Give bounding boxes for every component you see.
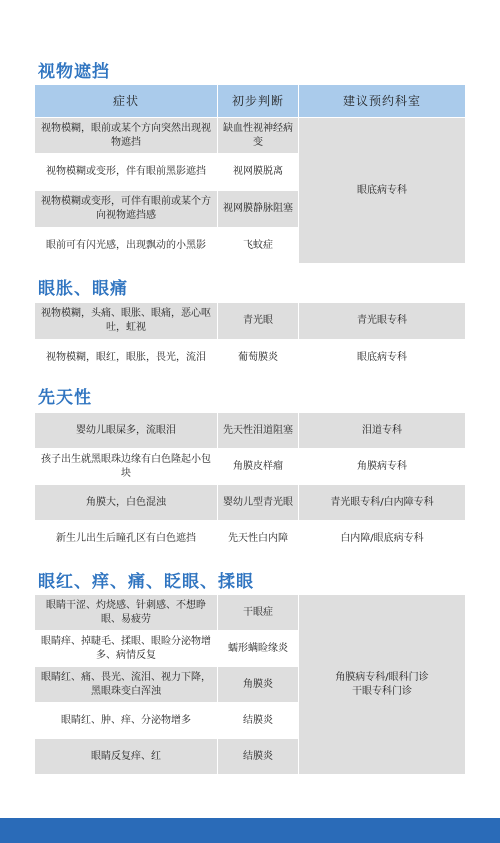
symptom-cell: 视物模糊或变形，可伴有眼前或某个方向视物遮挡感 xyxy=(35,191,218,228)
symptom-cell: 孩子出生就黑眼珠边缘有白色隆起小包块 xyxy=(35,449,218,485)
section-title-occlusion: 视物遮挡 xyxy=(38,62,110,82)
occlusion-table xyxy=(35,85,466,264)
section-title-congenital: 先天性 xyxy=(38,388,92,408)
congenital-table xyxy=(35,413,466,557)
header-department: 建议预约科室 xyxy=(299,85,466,118)
judgment-cell: 视网膜脱离 xyxy=(218,154,299,191)
symptom-cell: 婴幼儿眼屎多，流眼泪 xyxy=(35,413,218,449)
symptom-cell: 视物模糊或变形，伴有眼前黑影遮挡 xyxy=(35,154,218,191)
department-cell: 角膜病专科 xyxy=(299,449,466,485)
department-cell: 眼底病专科 xyxy=(299,340,466,376)
section-title-red-itchy: 眼红、痒、痛、眨眼、揉眼 xyxy=(38,572,254,592)
judgment-cell: 婴幼儿型青光眼 xyxy=(218,485,299,521)
department-cell: 青光眼专科 xyxy=(299,303,466,340)
judgment-cell: 蠕形螨睑缘炎 xyxy=(218,631,299,667)
department-cell: 泪道专科 xyxy=(299,413,466,449)
symptom-cell: 眼睛反复痒、红 xyxy=(35,739,218,775)
symptom-cell: 视物模糊，眼红，眼胀，畏光，流泪 xyxy=(35,340,218,376)
judgment-cell: 角膜皮样瘤 xyxy=(218,449,299,485)
judgment-cell: 青光眼 xyxy=(218,303,299,340)
department-cell: 青光眼专科/白内障专科 xyxy=(299,485,466,521)
judgment-cell: 角膜炎 xyxy=(218,667,299,703)
symptom-cell: 眼睛红、肿、痒、分泌物增多 xyxy=(35,703,218,739)
judgment-cell: 干眼症 xyxy=(218,595,299,631)
eye-pain-table xyxy=(35,303,466,376)
red-itchy-table xyxy=(35,595,466,775)
judgment-cell: 缺血性视神经病变 xyxy=(218,118,299,154)
department-cell: 白内障/眼底病专科 xyxy=(299,521,466,557)
header-symptom: 症状 xyxy=(35,85,218,118)
symptom-cell: 视物模糊，头痛、眼胀、眼痛，恶心呕吐，虹视 xyxy=(35,303,218,340)
table-row xyxy=(35,521,466,557)
table-row xyxy=(35,485,466,521)
table-row xyxy=(35,118,466,154)
department-cell-merged: 眼底病专科 xyxy=(299,118,466,264)
table-row xyxy=(35,303,466,340)
judgment-cell: 视网膜静脉阻塞 xyxy=(218,191,299,228)
judgment-cell: 葡萄膜炎 xyxy=(218,340,299,376)
table-header-row xyxy=(35,85,466,118)
department-cell-merged xyxy=(299,595,466,775)
symptom-cell: 视物模糊，眼前或某个方向突然出现视物遮挡 xyxy=(35,118,218,154)
symptom-cell: 新生儿出生后瞳孔区有白色遮挡 xyxy=(35,521,218,557)
judgment-cell: 先天性泪道阻塞 xyxy=(218,413,299,449)
section-title-eye-pain: 眼胀、眼痛 xyxy=(38,279,128,299)
judgment-cell: 结膜炎 xyxy=(218,703,299,739)
judgment-cell: 先天性白内障 xyxy=(218,521,299,557)
table-row xyxy=(35,413,466,449)
table-row xyxy=(35,595,466,631)
department-line: 角膜病专科/眼科门诊 xyxy=(335,671,429,683)
symptom-cell: 角膜大，白色混浊 xyxy=(35,485,218,521)
table-row xyxy=(35,449,466,485)
judgment-cell: 飞蚊症 xyxy=(218,228,299,264)
symptom-cell: 眼前可有闪光感，出现飘动的小黑影 xyxy=(35,228,218,264)
footer-bar xyxy=(0,818,500,843)
symptom-cell: 眼睛干涩、灼烧感、针刺感、不想睁眼、易疲劳 xyxy=(35,595,218,631)
symptom-cell: 眼睛痒、掉睫毛、揉眼、眼睑分泌物增多、病情反复 xyxy=(35,631,218,667)
header-judgment: 初步判断 xyxy=(218,85,299,118)
department-line: 干眼专科门诊 xyxy=(352,685,412,697)
judgment-cell: 结膜炎 xyxy=(218,739,299,775)
symptom-cell: 眼睛红、痛、畏光、流泪、视力下降，黑眼珠变白浑浊 xyxy=(35,667,218,703)
table-row xyxy=(35,340,466,376)
